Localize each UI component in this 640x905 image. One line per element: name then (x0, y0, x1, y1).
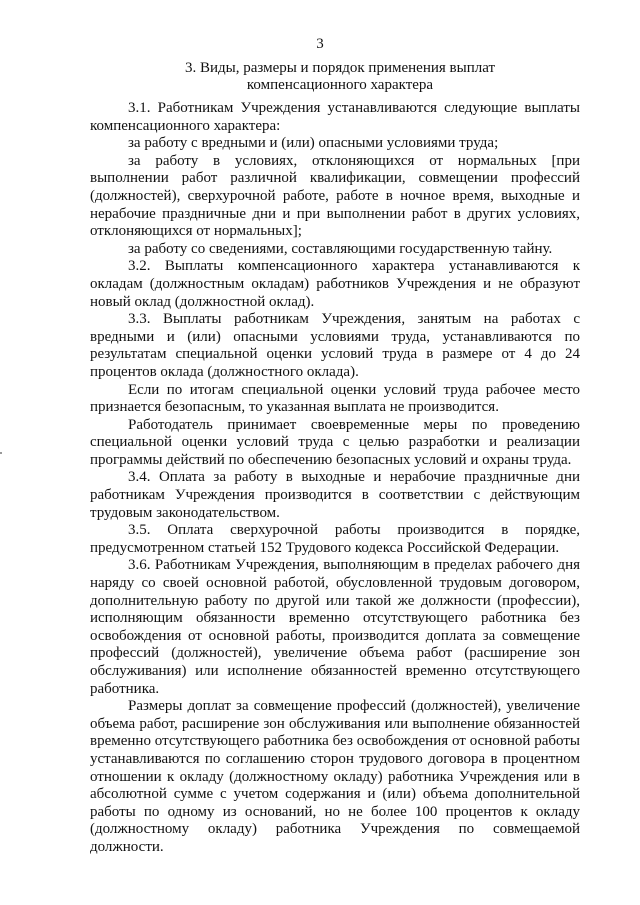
paragraph-harmful-conditions: за работу с вредными и (или) опасными условиями труда; (128, 135, 499, 152)
paragraph-3-3: 3.3. Выплаты работникам Учреждения, занятым на работах с вредными и (или) опасными условиями труда, устанавливаются по результатам специальной оценки условий труда в размере от 4 до 24 процентов оклада (должностного оклада). (90, 311, 580, 380)
paragraph-3-1: 3.1. Работникам Учреждения устанавливаются следующие выплаты компенсационного характера: (90, 100, 580, 134)
section-heading-line-1: 3. Виды, размеры и порядок применения выплат (184, 60, 496, 76)
paragraph-3-5: 3.5. Оплата сверхурочной работы производится в порядке, предусмотренном статьей 152 Трудового кодекса Российской Федерации. (90, 522, 580, 556)
paragraph-3-6: 3.6. Работникам Учреждения, выполняющим в пределах рабочего дня наряду со своей основной работой, обусловленной трудовым договором, дополнительную работу по другой или такой же должности (профессии), исполняющим обязанности временно отсутствующего работника без освобождения от основной работы, производится доплата за совмещение профессий (должностей), увеличение объема работ (расширение зон обслуживания) или исполнение обязанностей временно отсутствующего работника. (90, 557, 580, 697)
paragraph-3-4: 3.4. Оплата за работу в выходные и нерабочие праздничные дни работникам Учреждения производится в соответствии с действующим трудовым законодательством. (90, 469, 580, 521)
paragraph-employer-measures: Работодатель принимает своевременные меры по проведению специальной оценки условий труда с целью разработки и реализации программы действий по обеспечению безопасных условий и охраны труда. (90, 416, 580, 468)
section-heading-line-2: компенсационного характера (246, 77, 434, 93)
paragraph-combination-sizes: Размеры доплат за совмещение профессий (должностей), увеличение объема работ, расширение зон обслуживания или выполнение обязанностей временно отсутствующего работника без освобождения от основной работы устанавливаются по соглашению сторон трудового договора в процентном отношении к окладу (должностному окладу) работника Учреждения или в абсолютной сумме с учетом содержания и (или) объема дополнительной работы по одному из оснований, но не более 100 процентов к окладу (должностному окладу) работника Учреждения по совмещаемой должности. (90, 698, 580, 855)
paragraph-state-secret: за работу со сведениями, составляющими государственную тайну. (128, 240, 553, 257)
document-body (90, 100, 580, 857)
paragraph-safe-workplace: Если по итогам специальной оценки условий труда рабочее место признается безопасным, то указанная выплата не производится. (90, 381, 580, 416)
page-number: 3 (316, 36, 324, 52)
section-heading (90, 60, 590, 94)
paragraph-deviating-conditions: за работу в условиях, отклоняющихся от нормальных [при выполнении работ различной квалификации, совмещении профессий (должностей), сверхурочной работе, работе в ночное время, выходные и нерабочие праздничные дни и при выполнении работ в других условиях, отклоняющихся от нормальных]; (90, 152, 580, 240)
scan-speck (0, 452, 2, 454)
paragraph-3-2: 3.2. Выплаты компенсационного характера устанавливаются к окладам (должностным окладам) работников Учреждения и не образуют новый оклад (должностной оклад). (90, 258, 580, 310)
